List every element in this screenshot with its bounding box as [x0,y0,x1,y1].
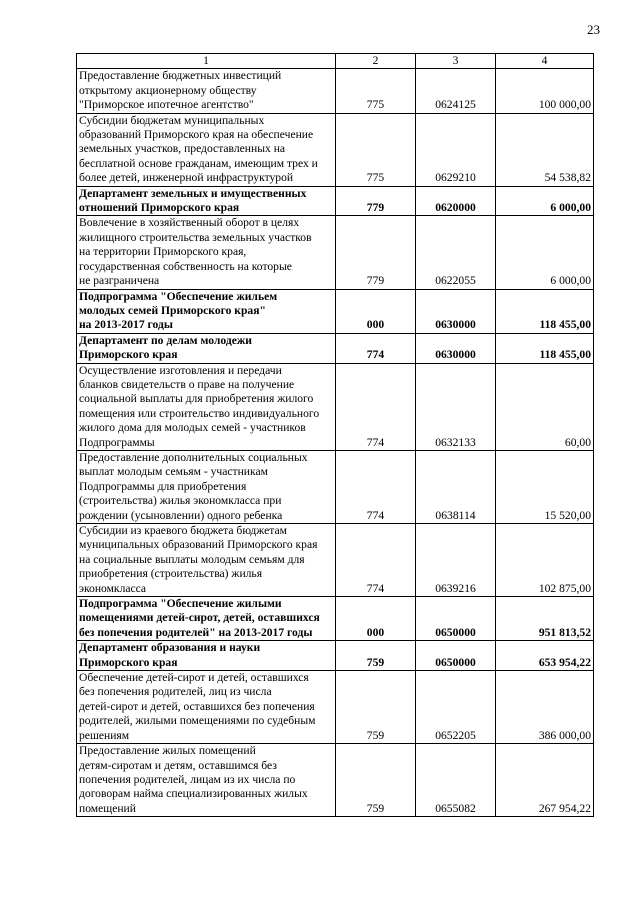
row-amount-cell: 6 000,00 [496,216,594,289]
row-target-cell: 0629210 [416,113,496,186]
row-target-cell: 0638114 [416,450,496,523]
row-target-cell: 0630000 [416,333,496,363]
row-code-cell: 775 [336,113,416,186]
page-number: 23 [587,22,600,37]
row-amount-cell: 6 000,00 [496,186,594,216]
header-col-4: 4 [496,54,594,69]
row-code-cell: 000 [336,289,416,333]
table-row [77,363,594,450]
budget-table [76,53,594,817]
table-row [77,744,594,817]
row-name-cell: Подпрограмма "Обеспечение жилыми помещениями детей-сирот, детей, оставшихся без попечения родителей" на 2013-2017 годы [77,597,336,641]
row-amount-cell: 60,00 [496,363,594,450]
row-code-cell: 774 [336,363,416,450]
row-name-cell: Обеспечение детей-сирот и детей, оставшихся без попечения родителей, лиц из числа детей-сирот и детей, оставшихся без попечения родителей, жилыми помещениями по судебным решениям [77,671,336,744]
row-target-cell: 0650000 [416,641,496,671]
table-row [77,186,594,216]
row-amount-cell: 951 813,52 [496,597,594,641]
row-amount-cell: 386 000,00 [496,671,594,744]
row-code-cell: 774 [336,450,416,523]
row-target-cell: 0652205 [416,671,496,744]
table-row [77,524,594,597]
row-code-cell: 775 [336,69,416,113]
table-row [77,69,594,113]
row-code-cell: 000 [336,597,416,641]
row-target-cell: 0650000 [416,597,496,641]
table-row [77,671,594,744]
row-target-cell: 0622055 [416,216,496,289]
row-code-cell: 759 [336,744,416,817]
table-row [77,333,594,363]
row-code-cell: 779 [336,186,416,216]
row-name-cell: Предоставление дополнительных социальных выплат молодым семьям - участникам Подпрограммы для приобретения (строительства) жилья экономкласса при рождении (усыновлении) одного ребенка [77,450,336,523]
row-amount-cell: 267 954,22 [496,744,594,817]
header-col-3: 3 [416,54,496,69]
row-target-cell: 0630000 [416,289,496,333]
header-col-1: 1 [77,54,336,69]
table-header-row [77,54,594,69]
row-name-cell: Субсидии из краевого бюджета бюджетам муниципальных образований Приморского края на социальные выплаты молодым семьям для приобретения (строительства) жилья экономкласса [77,524,336,597]
row-target-cell: 0632133 [416,363,496,450]
row-name-cell: Департамент по делам молодежи Приморского края [77,333,336,363]
row-name-cell: Предоставление жилых помещений детям-сиротам и детям, оставшимся без попечения родителей, лицам из их числа по договорам найма специализированных жилых помещений [77,744,336,817]
row-amount-cell: 15 520,00 [496,450,594,523]
row-name-cell: Вовлечение в хозяйственный оборот в целях жилищного строительства земельных участков на территории Приморского края, государственная собственность на которые не разграничена [77,216,336,289]
row-name-cell: Предоставление бюджетных инвестиций открытому акционерному обществу "Приморское ипотечное агентство" [77,69,336,113]
row-amount-cell: 653 954,22 [496,641,594,671]
row-name-cell: Департамент образования и науки Приморского края [77,641,336,671]
row-amount-cell: 118 455,00 [496,289,594,333]
row-amount-cell: 100 000,00 [496,69,594,113]
header-col-2: 2 [336,54,416,69]
row-code-cell: 759 [336,671,416,744]
row-amount-cell: 118 455,00 [496,333,594,363]
row-name-cell: Субсидии бюджетам муниципальных образований Приморского края на обеспечение земельных участков, предоставленных на бесплатной основе гражданам, имеющим трех и более детей, инженерной инфраструктурой [77,113,336,186]
row-code-cell: 759 [336,641,416,671]
row-name-cell: Осуществление изготовления и передачи бланков свидетельств о праве на получение социальной выплаты для приобретения жилого помещения или строительство индивидуального жилого дома для молодых семей - участников Подпрограммы [77,363,336,450]
row-name-cell: Подпрограмма "Обеспечение жильем молодых семей Приморского края" на 2013-2017 годы [77,289,336,333]
row-target-cell: 0639216 [416,524,496,597]
row-name-cell: Департамент земельных и имущественных отношений Приморского края [77,186,336,216]
row-code-cell: 774 [336,524,416,597]
row-target-cell: 0655082 [416,744,496,817]
row-target-cell: 0620000 [416,186,496,216]
row-amount-cell: 102 875,00 [496,524,594,597]
table-row [77,289,594,333]
table-row [77,113,594,186]
row-code-cell: 774 [336,333,416,363]
row-amount-cell: 54 538,82 [496,113,594,186]
row-target-cell: 0624125 [416,69,496,113]
table-row [77,450,594,523]
row-code-cell: 779 [336,216,416,289]
table-row [77,641,594,671]
table-row [77,597,594,641]
table-row [77,216,594,289]
